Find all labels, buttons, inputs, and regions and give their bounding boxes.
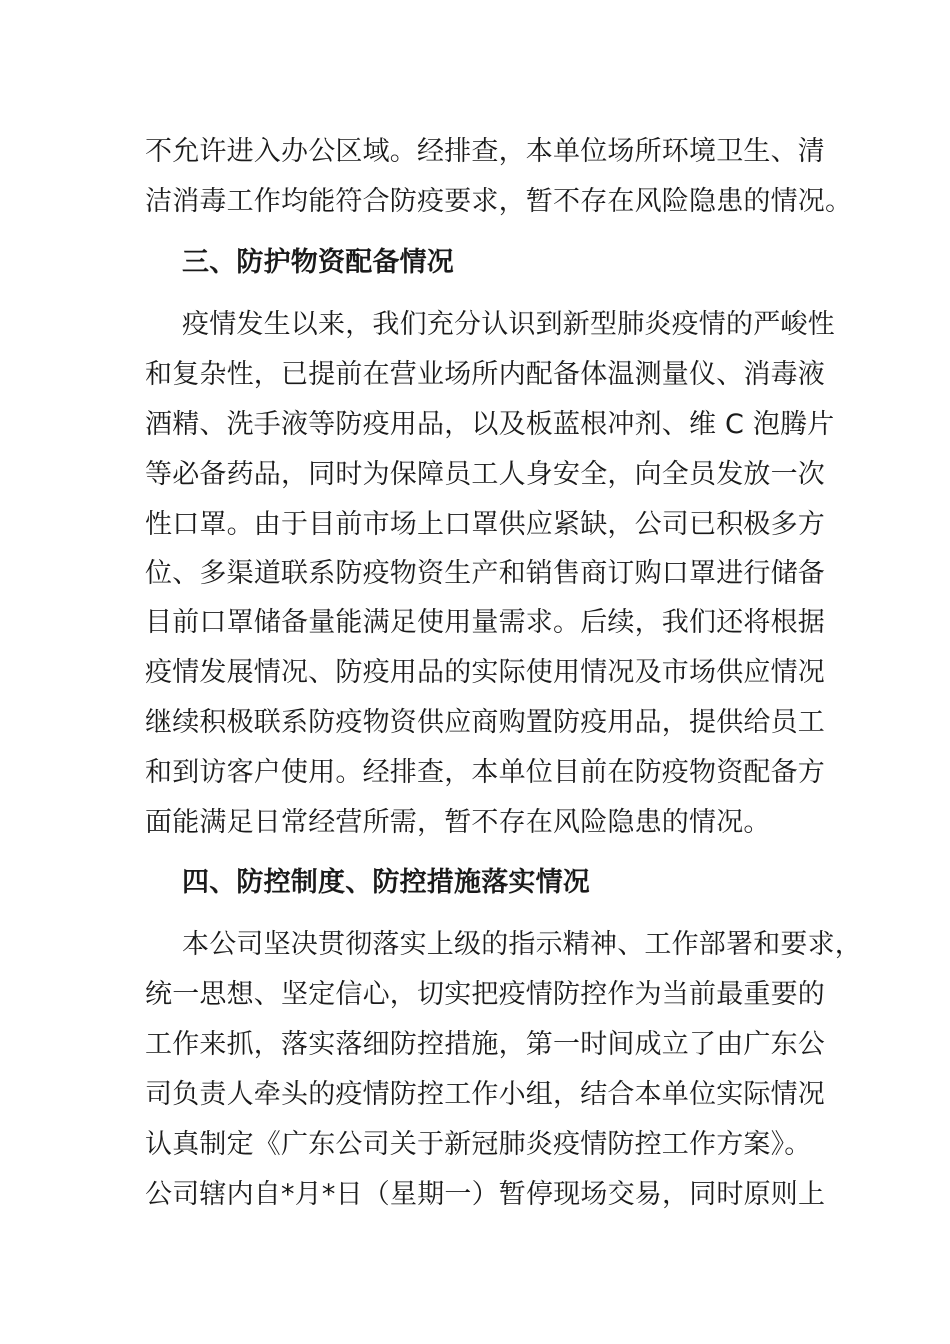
section-heading-3: 三、防护物资配备情况: [182, 247, 454, 278]
body-text-line: 认真制定《广东公司关于新冠肺炎疫情防控工作方案》。: [145, 1129, 812, 1160]
body-text-line: 等必备药品，同时为保障员工人身安全，向全员发放一次: [145, 459, 825, 490]
body-text-line: 和到访客户使用。经排查，本单位目前在防疫物资配备方: [145, 757, 825, 788]
body-text-line: 司负责人牵头的疫情防控工作小组，结合本单位实际情况: [145, 1079, 825, 1110]
body-text-line: 酒精、洗手液等防疫用品，以及板蓝根冲剂、维 C 泡腾片: [145, 409, 835, 440]
body-text-line: 统一思想、坚定信心，切实把疫情防控作为当前最重要的: [145, 979, 825, 1010]
body-text-line: 工作来抓，落实落细防控措施，第一时间成立了由广东公: [145, 1029, 825, 1060]
body-text-line: 疫情发生以来，我们充分认识到新型肺炎疫情的严峻性: [182, 309, 835, 340]
body-text-line: 本公司坚决贯彻落实上级的指示精神、工作部署和要求，: [182, 929, 862, 960]
body-text-line: 公司辖内自*月*日（星期一）暂停现场交易，同时原则上: [145, 1179, 826, 1210]
body-text-line: 目前口罩储备量能满足使用量需求。后续，我们还将根据: [145, 607, 825, 638]
section-heading-4: 四、防控制度、防控措施落实情况: [182, 867, 590, 898]
body-text-line: 面能满足日常经营所需，暂不存在风险隐患的情况。: [145, 807, 771, 838]
body-text-line: 位、多渠道联系防疫物资生产和销售商订购口罩进行储备: [145, 558, 825, 589]
body-text-line: 继续积极联系防疫物资供应商购置防疫用品，提供给员工: [145, 707, 825, 738]
body-text-line: 性口罩。由于目前市场上口罩供应紧缺，公司已积极多方: [145, 509, 825, 540]
body-text-line: 不允许进入办公区域。经排查，本单位场所环境卫生、清: [145, 136, 825, 167]
body-text-line: 疫情发展情况、防疫用品的实际使用情况及市场供应情况: [145, 657, 825, 688]
body-text-line: 和复杂性，已提前在营业场所内配备体温测量仪、消毒液: [145, 359, 825, 390]
body-text-line: 洁消毒工作均能符合防疫要求，暂不存在风险隐患的情况。: [145, 186, 853, 217]
